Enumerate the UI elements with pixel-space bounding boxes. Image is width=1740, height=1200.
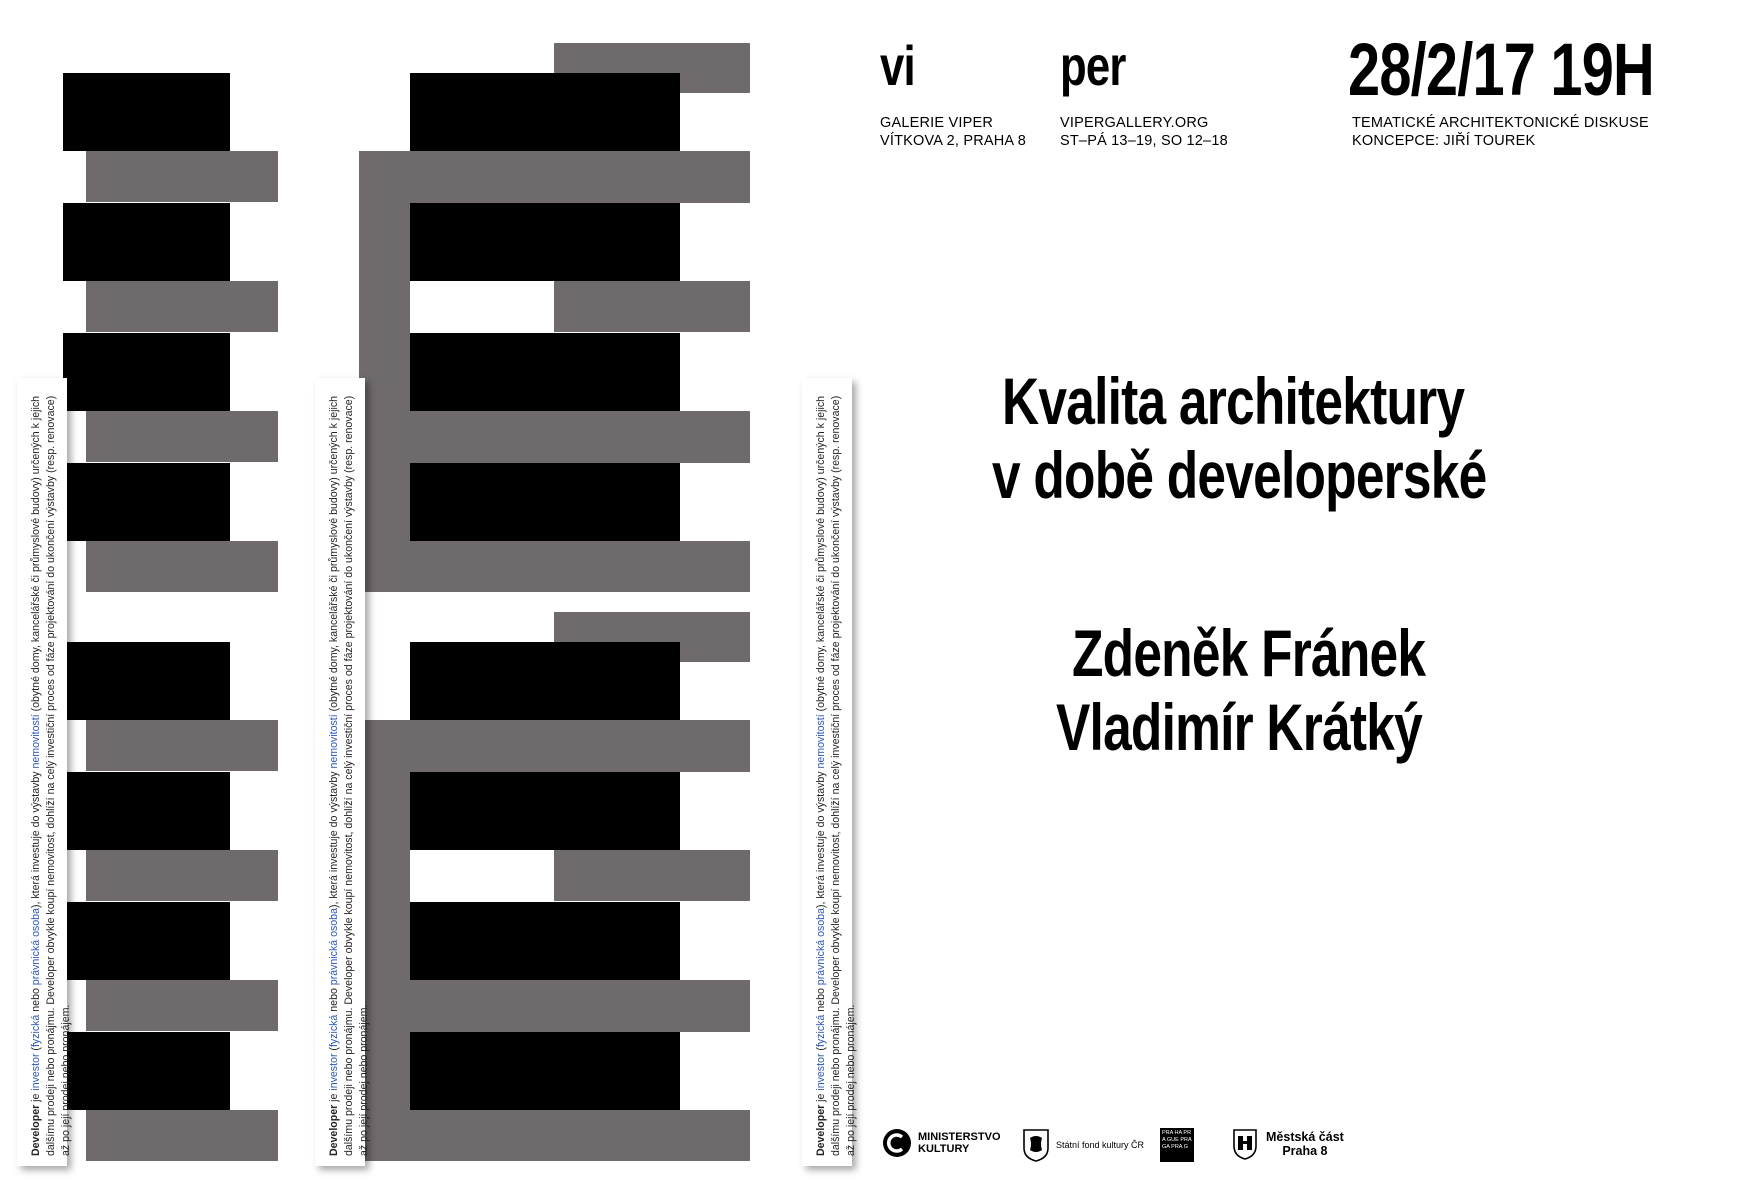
- ministry-of-culture-logo: [882, 1128, 1001, 1158]
- lion-emblem-icon: [1022, 1128, 1050, 1162]
- bar-gray: [359, 720, 750, 772]
- prague-8-district-logo: [1232, 1128, 1344, 1160]
- event-series: TEMATICKÉ ARCHITEKTONICKÉ DISKUSE: [1352, 115, 1649, 131]
- bar-gray: [554, 850, 750, 901]
- definition-strip: [802, 378, 857, 1166]
- gallery-name: GALERIE VIPER: [880, 115, 993, 131]
- bar-gray: [359, 980, 750, 1032]
- bar-black: [410, 463, 680, 541]
- speakers: Zdeněk Fránek Vladimír Krátký: [1056, 616, 1426, 764]
- bar-black: [410, 203, 680, 281]
- logo-vi: vi: [880, 34, 915, 97]
- state-culture-fund-logo: [1022, 1128, 1144, 1162]
- gallery-website: VIPERGALLERY.ORG: [1060, 115, 1209, 131]
- bar-black: [410, 1032, 680, 1110]
- district-line1: Městská část: [1266, 1130, 1344, 1144]
- bar-black: [63, 1032, 230, 1110]
- bar-gray: [86, 980, 278, 1031]
- bar-gray: [86, 850, 278, 901]
- opening-hours: ST–PÁ 13–19, SO 12–18: [1060, 133, 1228, 149]
- bar-gray: [359, 411, 750, 463]
- event-concept: KONCEPCE: JIŘÍ TOUREK: [1352, 133, 1536, 149]
- district-logo-text: [1266, 1130, 1344, 1158]
- bar-gray: [86, 281, 278, 332]
- ministry-logo-text: MINISTERSTVO KULTURY: [918, 1131, 1001, 1155]
- gallery-address: VÍTKOVA 2, PRAHA 8: [880, 133, 1026, 149]
- bar-black: [63, 73, 230, 151]
- bar-gray: [86, 720, 278, 771]
- bar-gray: [359, 151, 750, 203]
- event-title: Kvalita architektury v době developerské: [992, 364, 1487, 512]
- bar-gray: [86, 151, 278, 202]
- district-crest-icon: [1232, 1128, 1258, 1160]
- event-datetime: 28/2/17 19H: [1348, 28, 1654, 111]
- definition-text: Developer je investor (fyzická nebo právnická osoba), která investuje do výstavby nemovitostí (obytné domy, kancelářské či průmyslové budovy) určených k jejich dalšímu prodeji nebo pronájmu. Developer obvykle koupí nemovitost, dohlíží na celý investiční proces od fáze projektování do ukončení výstavby (resp. renovace) až po její prodej nebo pronájem.: [815, 395, 857, 1156]
- bar-gray: [554, 281, 750, 332]
- district-line2: Praha 8: [1282, 1144, 1328, 1158]
- logo-per: per: [1060, 34, 1126, 97]
- definition-strip: [17, 378, 72, 1166]
- prague-mark: PRA HA PRA GUE PRA GA PRA G: [1160, 1128, 1194, 1162]
- bar-gray: [86, 541, 278, 592]
- bar-gray: [359, 1110, 750, 1161]
- bar-gray: [86, 411, 278, 462]
- bar-black: [410, 642, 680, 720]
- bar-gray: [359, 541, 750, 592]
- bar-black: [410, 73, 680, 151]
- bar-black: [410, 772, 680, 850]
- bar-black: [63, 642, 230, 720]
- bar-gray: [86, 1110, 278, 1161]
- bar-black: [63, 333, 230, 411]
- definition-strip: [315, 378, 370, 1166]
- bar-black: [63, 203, 230, 281]
- bar-gray: [359, 151, 410, 592]
- definition-text: Developer je investor (fyzická nebo právnická osoba), která investuje do výstavby nemovitostí (obytné domy, kancelářské či průmyslové budovy) určených k jejich dalšímu prodeji nebo pronájmu. Developer obvykle koupí nemovitost, dohlíží na celý investiční proces od fáze projektování do ukončení výstavby (resp. renovace) až po její prodej nebo pronájem.: [30, 395, 72, 1156]
- fund-logo-text: Státní fond kultury ČR: [1056, 1140, 1145, 1150]
- bar-black: [63, 772, 230, 850]
- ministry-c-icon: [882, 1128, 912, 1158]
- bar-black: [63, 463, 230, 541]
- bar-black: [410, 333, 680, 411]
- prague-logo: [1160, 1128, 1194, 1162]
- bar-black: [63, 902, 230, 980]
- definition-text: Developer je investor (fyzická nebo právnická osoba), která investuje do výstavby nemovitostí (obytné domy, kancelářské či průmyslové budovy) určených k jejich dalšímu prodeji nebo pronájmu. Developer obvykle koupí nemovitost, dohlíží na celý investiční proces od fáze projektování do ukončení výstavby (resp. renovace) až po její prodej nebo pronájem.: [328, 395, 370, 1156]
- bar-black: [410, 902, 680, 980]
